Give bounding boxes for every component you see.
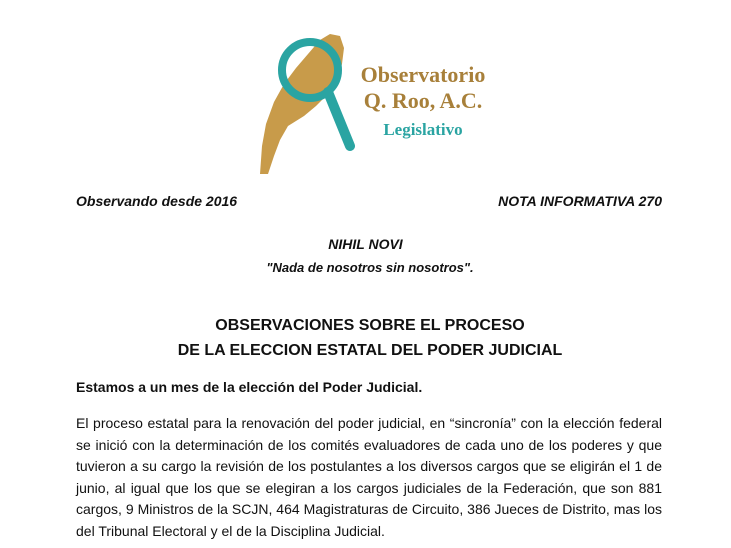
motto-subtitle: "Nada de nosotros sin nosotros".	[266, 260, 474, 275]
logo	[258, 28, 498, 176]
logo-line-qroo: Q. Roo, A.C.	[363, 88, 483, 113]
document-title-line1: OBSERVACIONES SOBRE EL PROCESO	[215, 317, 525, 334]
note-label: NOTA INFORMATIVA 270	[498, 193, 662, 209]
logo-line-legislativo: Legislativo	[383, 120, 463, 139]
document-title-line2: DE LA ELECCION ESTATAL DEL PODER JUDICIAL	[177, 342, 563, 359]
motto-title: NIHIL NOVI	[328, 236, 403, 252]
logo-text	[348, 62, 498, 142]
magnifier-handle	[328, 92, 350, 146]
observing-since: Observando desde 2016	[76, 193, 238, 209]
subheading: Estamos a un mes de la elección del Poder Judicial.	[76, 379, 423, 395]
body-paragraph: El proceso estatal para la renovación del poder judicial, en “sincronía” con la elección federal se inició con la determinación de los comités evaluadores de cada uno de los poderes y que tuvieron a su cargo la revisión de los postulantes a los diversos cargos que se eligirán el 1 de junio, al igual que los que se elegiran a los cargos judiciales de la Federación, que son 881 cargos, 9 Ministros de la SCJN, 464 Magistraturas de Circuito, 386 Jueces de Distrito, mas los del Tribunal Electoral y el de la Disciplina Judicial.	[76, 415, 662, 539]
logo-line-observatorio: Observatorio	[360, 62, 486, 87]
document-title	[0, 313, 731, 363]
